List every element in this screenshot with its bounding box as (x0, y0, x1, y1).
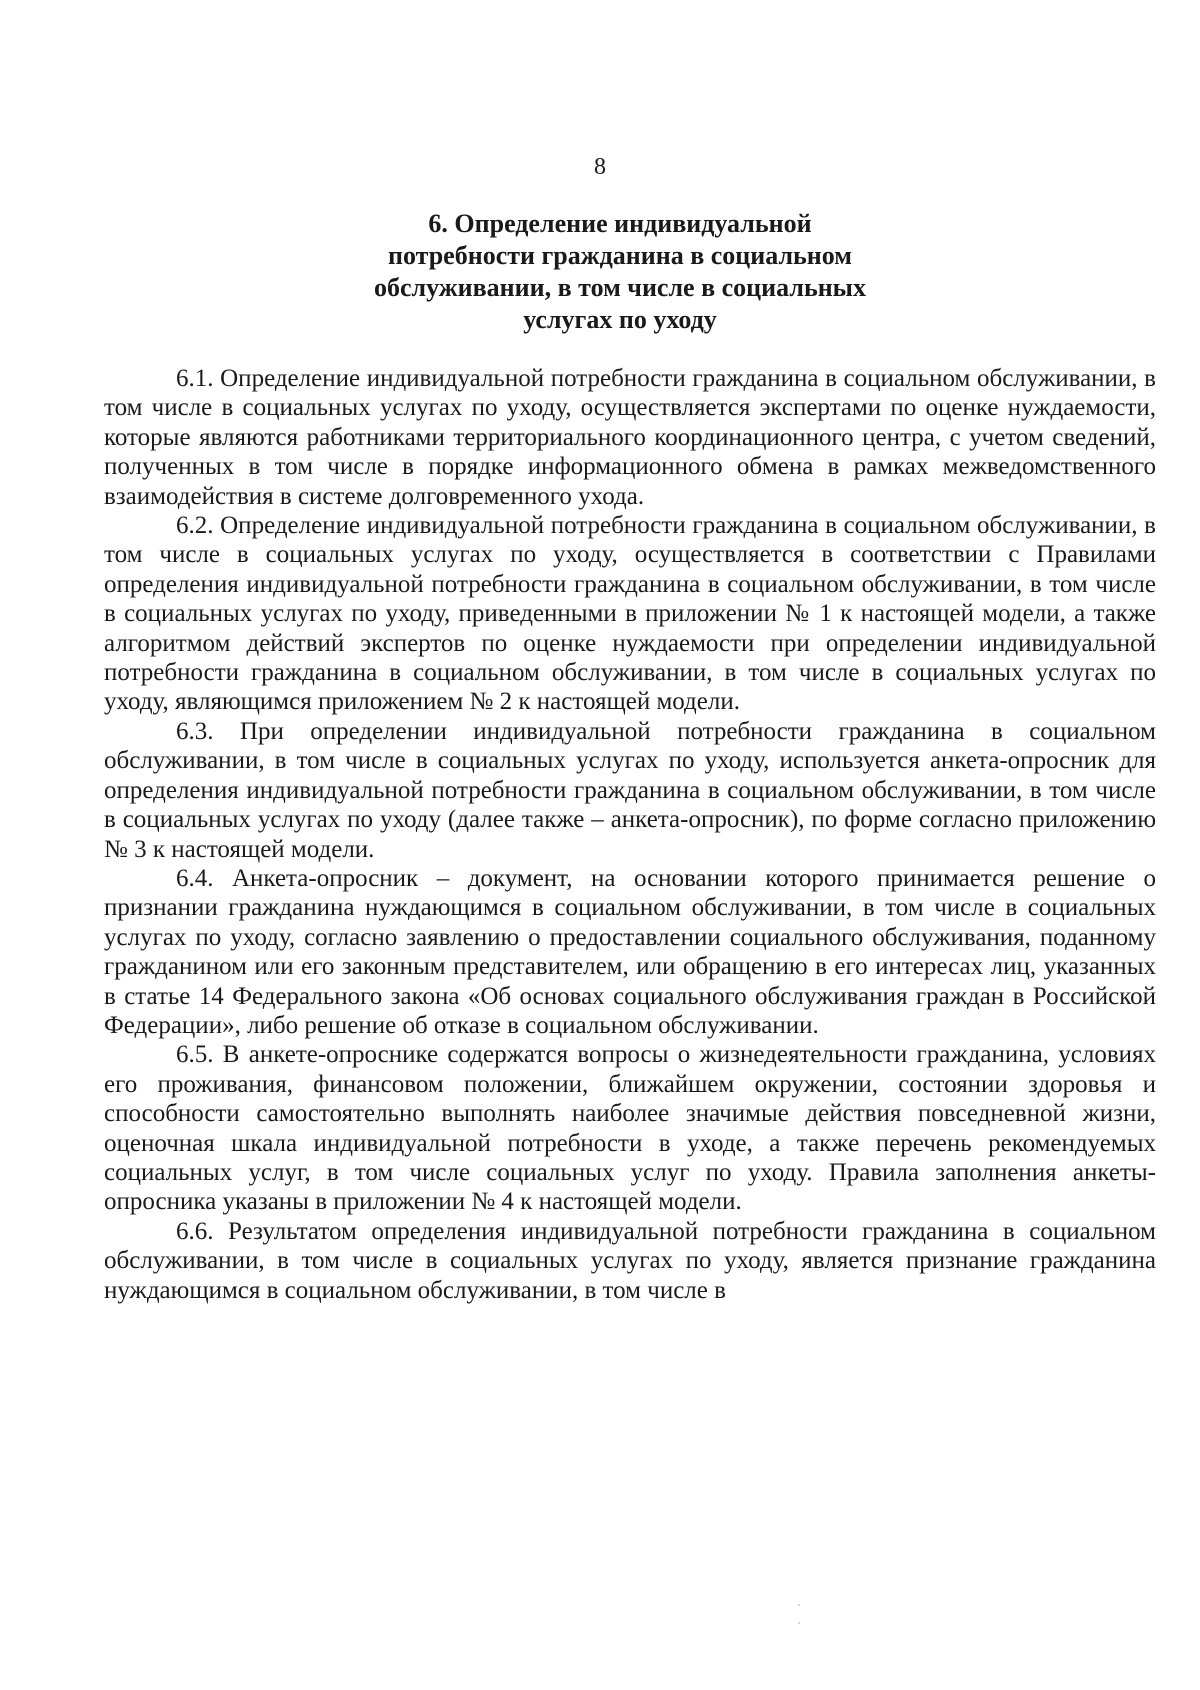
scan-artifact-dot (798, 1622, 800, 1624)
paragraph-6-6: 6.6. Результатом определения индивидуальной потребности гражданина в социальном обслуживании, в том числе в социальных услугах по уходу, является признание гражданина нуждающимся в социальном обслуживании, в том числе в (104, 1217, 1156, 1304)
page-number: 8 (594, 154, 606, 180)
paragraph-6-2: 6.2. Определение индивидуальной потребности гражданина в социальном обслуживании, в том числе в социальных услугах по уходу, осуществляется в соответствии с Правилами определения индивидуальной потребности гражданина в социальном обслуживании, в том числе в социальных услугах по уходу, приведенными в приложении № 1 к настоящей модели, а также алгоритмом действий экспертов по оценке нуждаемости при определении индивидуальной потребности гражданина в социальном обслуживании, в том числе в социальных услугах по уходу, являющимся приложением № 2 к настоящей модели. (104, 512, 1156, 716)
section-title-line: услугах по уходу (523, 305, 717, 334)
section-title-line: 6. Определение индивидуальной (428, 209, 812, 238)
paragraph-6-4: 6.4. Анкета-опросник – документ, на основании которого принимается решение о признании гражданина нуждающимся в социальном обслуживании, в том числе в социальных услугах по уходу, согласно заявлению о предоставлении социального обслуживания, поданному гражданином или его законным представителем, или обращению в его интересах лиц, указанных в статье 14 Федерального закона «Об основах социального обслуживания граждан в Российской Федерации», либо решение об отказе в социальном обслуживании. (104, 864, 1156, 1039)
section-title-line: потребности гражданина в социальном (387, 241, 852, 270)
scan-artifact-dot (798, 1604, 800, 1606)
section-title-line: обслуживании, в том числе в социальных (374, 273, 866, 302)
paragraph-6-1: 6.1. Определение индивидуальной потребности гражданина в социальном обслуживании, в том числе в социальных услугах по уходу, осуществляется экспертами по оценке нуждаемости, которые являются работниками территориального координационного центра, с учетом сведений, полученных в том числе в порядке информационного обмена в рамках межведомственного взаимодействия в системе долговременного ухода. (104, 365, 1156, 510)
paragraph-6-3: 6.3. При определении индивидуальной потребности гражданина в социальном обслуживании, в том числе в социальных услугах по уходу, используется анкета-опросник для определения индивидуальной потребности гражданина в социальном обслуживании, в том числе в социальных услугах по уходу (далее также – анкета-опросник), по форме согласно приложению № 3 к настоящей модели. (104, 717, 1156, 863)
section-body (104, 364, 1156, 1305)
paragraph-6-5: 6.5. В анкете-опроснике содержатся вопросы о жизнедеятельности гражданина, условиях его проживания, финансовом положении, ближайшем окружении, состоянии здоровья и способности самостоятельно выполнять наиболее значимые действия повседневной жизни, оценочная шкала индивидуальной потребности в уходе, а также перечень рекомендуемых социальных услуг, в том числе социальных услуг по уходу. Правила заполнения анкеты-опросника указаны в приложении № 4 к настоящей модели. (104, 1041, 1156, 1216)
section-title (300, 208, 940, 336)
